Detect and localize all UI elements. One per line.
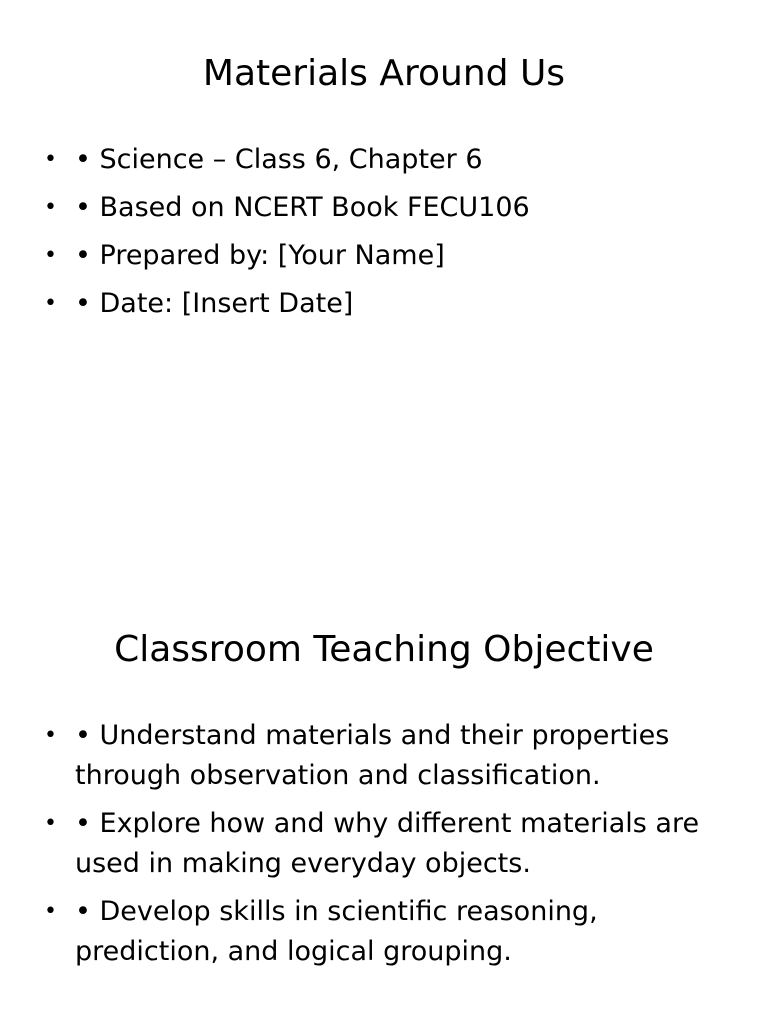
bullet-item bbox=[40, 892, 730, 972]
bullet-text: • Prepared by: [Your Name] bbox=[75, 240, 445, 271]
bullet-text: • Date: [Insert Date] bbox=[75, 288, 354, 319]
slide-2 bbox=[0, 576, 768, 1024]
bullet-item bbox=[40, 804, 730, 884]
bullet-marker: • bbox=[44, 291, 57, 316]
bullet-marker: • bbox=[44, 243, 57, 268]
bullet-list bbox=[40, 140, 730, 332]
bullet-marker: • bbox=[44, 811, 57, 836]
bullet-item bbox=[40, 716, 730, 796]
bullet-list bbox=[40, 716, 730, 980]
bullet-marker: • bbox=[44, 147, 57, 172]
bullet-item bbox=[40, 140, 730, 180]
slide-title: Classroom Teaching Objective bbox=[114, 629, 654, 670]
bullet-text: • Explore how and why different materials are used in making everyday objects. bbox=[75, 808, 700, 879]
bullet-marker: • bbox=[44, 723, 57, 748]
bullet-text: • Understand materials and their properties through observation and classification. bbox=[75, 720, 670, 791]
bullet-text: • Based on NCERT Book FECU106 bbox=[75, 192, 530, 223]
bullet-item bbox=[40, 236, 730, 276]
slide-title: Materials Around Us bbox=[202, 53, 566, 94]
bullet-text: • Science – Class 6, Chapter 6 bbox=[75, 144, 483, 175]
bullet-item bbox=[40, 284, 730, 324]
bullet-item bbox=[40, 188, 730, 228]
bullet-marker: • bbox=[44, 899, 57, 924]
bullet-text: • Develop skills in scientific reasoning, prediction, and logical grouping. bbox=[75, 896, 598, 967]
bullet-marker: • bbox=[44, 195, 57, 220]
